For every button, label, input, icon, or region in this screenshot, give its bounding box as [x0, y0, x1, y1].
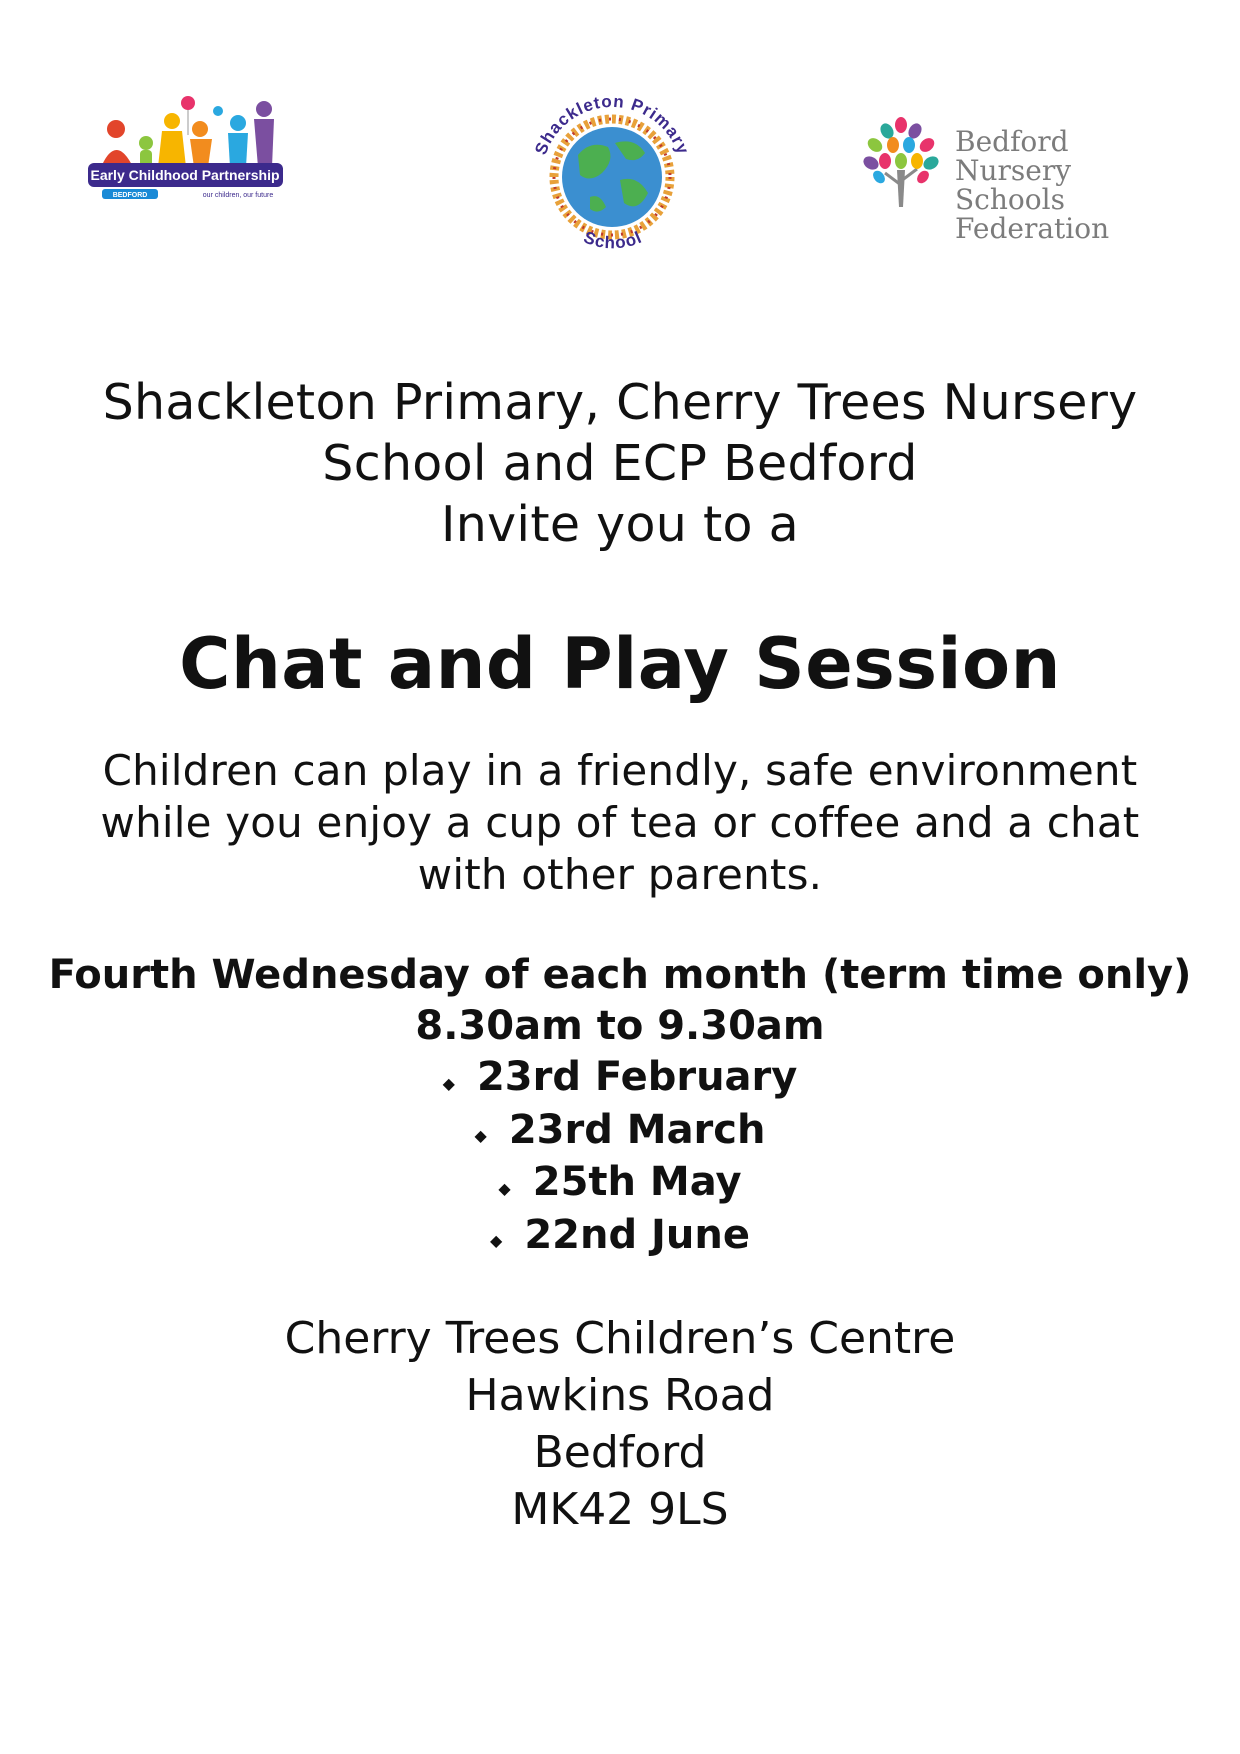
venue-line-1: Cherry Trees Children’s Centre	[284, 1313, 956, 1364]
shackleton-logo-top-text: Shackleton Primary	[531, 91, 693, 158]
bnsf-logo-text: Bedford Nursery Schools Federation	[955, 125, 1110, 245]
tree-icon	[855, 115, 945, 210]
ecp-logo-graphic	[88, 95, 313, 225]
date-label: 23rd February	[476, 1054, 798, 1100]
description-line-3: with other parents.	[417, 850, 823, 899]
description-line-1: Children can play in a friendly, safe environment	[102, 746, 1138, 795]
shackleton-logo-graphic	[520, 85, 705, 270]
bullet-icon: ◆	[498, 1178, 511, 1198]
invite-line-1: Shackleton Primary, Cherry Trees Nursery	[102, 374, 1138, 431]
bullet-icon: ◆	[474, 1126, 487, 1145]
venue-address	[0, 1310, 1240, 1538]
invite-line-3: Invite you to a	[441, 496, 799, 553]
list-item	[0, 1210, 1240, 1263]
date-label: 22nd June	[524, 1211, 750, 1258]
list-item	[0, 1052, 1240, 1105]
invite-line-2: School and ECP Bedford	[322, 435, 918, 492]
venue-line-4: MK42 9LS	[511, 1484, 729, 1535]
schedule-time: 8.30am to 9.30am	[415, 1003, 825, 1049]
list-item	[0, 1157, 1240, 1210]
event-title: Chat and Play Session	[179, 623, 1061, 705]
date-label: 25th May	[532, 1159, 742, 1205]
list-item	[0, 1105, 1240, 1158]
shackleton-logo-bottom-text: School	[581, 227, 645, 253]
svg-text:School	[581, 228, 645, 253]
venue-line-2: Hawkins Road	[465, 1370, 775, 1421]
venue-line-3: Bedford	[533, 1427, 707, 1478]
bullet-icon: ◆	[490, 1231, 503, 1250]
event-description	[0, 745, 1240, 901]
ecp-logo-sub-right: our children, our future	[202, 192, 274, 199]
invite-heading	[0, 372, 1240, 555]
ecp-logo-sub-left: BEDFORD	[112, 192, 148, 199]
early-childhood-partnership-logo	[88, 95, 313, 225]
bedford-nursery-schools-federation-logo	[855, 115, 1185, 245]
schedule-frequency: Fourth Wednesday of each month (term time only)	[48, 952, 1192, 998]
event-schedule	[0, 950, 1240, 1262]
ecp-logo-name: Early Childhood Partnership	[90, 167, 280, 183]
shackleton-primary-logo	[520, 85, 705, 270]
date-list	[0, 1052, 1240, 1262]
date-label: 23rd March	[508, 1106, 766, 1153]
bullet-icon: ◆	[442, 1073, 455, 1093]
description-line-2: while you enjoy a cup of tea or coffee and a chat	[100, 798, 1140, 847]
